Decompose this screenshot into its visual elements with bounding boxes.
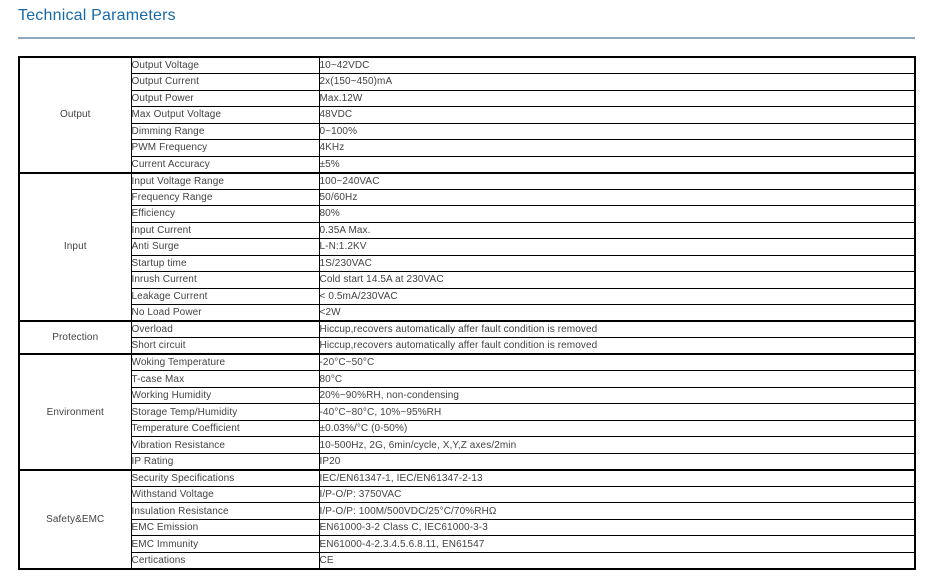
parameter-name: Withstand Voltage — [131, 486, 319, 503]
parameter-value: <2W — [319, 305, 915, 322]
table-row — [19, 57, 915, 74]
parameter-name: Startup time — [131, 255, 319, 272]
table-row — [19, 173, 915, 190]
section-label-environment: Environment — [19, 354, 131, 470]
parameter-name: Anti Surge — [131, 239, 319, 256]
table-row — [19, 189, 915, 206]
parameter-value: 80% — [319, 206, 915, 223]
parameter-value: I/P-O/P: 3750VAC — [319, 486, 915, 503]
table-row — [19, 222, 915, 239]
parameter-value: 100~240VAC — [319, 173, 915, 190]
table-row — [19, 90, 915, 107]
table-row — [19, 371, 915, 388]
parameter-value: 80°C — [319, 371, 915, 388]
parameter-value: Hiccup,recovers automatically affer fault condition is removed — [319, 321, 915, 338]
parameter-value: EN61000-3-2 Class C, IEC61000-3-3 — [319, 519, 915, 536]
parameter-name: Working Humidity — [131, 387, 319, 404]
parameter-name: Vibration Resistance — [131, 437, 319, 454]
parameter-value: ±5% — [319, 156, 915, 173]
parameter-value: Cold start 14.5A at 230VAC — [319, 272, 915, 289]
table-row — [19, 107, 915, 124]
parameter-value: L-N:1.2KV — [319, 239, 915, 256]
parameter-value: 10-500Hz, 2G, 6min/cycle, X,Y,Z axes/2min — [319, 437, 915, 454]
parameter-name: Overload — [131, 321, 319, 338]
table-row — [19, 486, 915, 503]
title-underline-rule — [18, 37, 915, 39]
table-row — [19, 140, 915, 157]
parameter-value: 0~100% — [319, 123, 915, 140]
parameter-name: Leakage Current — [131, 288, 319, 305]
parameter-name: Certications — [131, 552, 319, 569]
section-label-safety-emc: Safety&EMC — [19, 470, 131, 569]
table-row — [19, 470, 915, 487]
parameter-value: 0.35A Max. — [319, 222, 915, 239]
section-label-output: Output — [19, 57, 131, 173]
parameter-name: Current Accuracy — [131, 156, 319, 173]
table-row — [19, 206, 915, 223]
parameter-value: 48VDC — [319, 107, 915, 124]
parameter-name: Inrush Current — [131, 272, 319, 289]
parameter-name: Storage Temp/Humidity — [131, 404, 319, 421]
parameter-value: 2x(150~450)mA — [319, 74, 915, 91]
table-row — [19, 536, 915, 553]
parameter-name: Insulation Resistance — [131, 503, 319, 520]
section-label-protection: Protection — [19, 321, 131, 354]
parameter-value: Max.12W — [319, 90, 915, 107]
parameter-name: Input Voltage Range — [131, 173, 319, 190]
parameter-name: EMC Immunity — [131, 536, 319, 553]
table-row — [19, 272, 915, 289]
table-row — [19, 552, 915, 569]
parameter-value: EN61000-4-2.3.4.5.6.8.11, EN61547 — [319, 536, 915, 553]
parameter-value: 4KHz — [319, 140, 915, 157]
table-row — [19, 255, 915, 272]
parameter-name: EMC Emission — [131, 519, 319, 536]
parameter-value: -40°C~80°C, 10%~95%RH — [319, 404, 915, 421]
table-row — [19, 404, 915, 421]
parameter-value: I/P-O/P: 100M/500VDC/25°C/70%RHΩ — [319, 503, 915, 520]
parameter-value: IEC/EN61347-1, IEC/EN61347-2-13 — [319, 470, 915, 487]
parameter-name: Efficiency — [131, 206, 319, 223]
table-row — [19, 288, 915, 305]
page-title: Technical Parameters — [18, 7, 176, 24]
table-row — [19, 503, 915, 520]
table-row — [19, 437, 915, 454]
parameter-value: -20°C~50°C — [319, 354, 915, 371]
table-row — [19, 338, 915, 355]
parameter-value: 10~42VDC — [319, 57, 915, 74]
parameter-value: IP20 — [319, 453, 915, 470]
parameter-name: Output Voltage — [131, 57, 319, 74]
parameter-value: 1S/230VAC — [319, 255, 915, 272]
table-row — [19, 305, 915, 322]
parameter-name: Input Current — [131, 222, 319, 239]
table-row — [19, 519, 915, 536]
table-row — [19, 420, 915, 437]
parameter-name: T-case Max — [131, 371, 319, 388]
parameter-name: Temperature Coefficient — [131, 420, 319, 437]
parameter-name: Short circuit — [131, 338, 319, 355]
spec-table-body — [19, 57, 915, 569]
table-row — [19, 354, 915, 371]
section-label-input: Input — [19, 173, 131, 322]
parameter-name: Max Output Voltage — [131, 107, 319, 124]
table-row — [19, 453, 915, 470]
table-row — [19, 239, 915, 256]
parameter-value: Hiccup,recovers automatically affer fault condition is removed — [319, 338, 915, 355]
table-row — [19, 123, 915, 140]
parameter-name: Output Power — [131, 90, 319, 107]
technical-parameters-table — [18, 56, 916, 570]
parameter-name: Output Current — [131, 74, 319, 91]
parameter-name: No Load Power — [131, 305, 319, 322]
parameter-name: Frequency Range — [131, 189, 319, 206]
table-row — [19, 156, 915, 173]
parameter-value: 20%~90%RH, non-condensing — [319, 387, 915, 404]
parameter-name: PWM Frequency — [131, 140, 319, 157]
parameter-value: CE — [319, 552, 915, 569]
table-row — [19, 74, 915, 91]
parameter-name: Security Specifications — [131, 470, 319, 487]
parameter-name: Woking Temperature — [131, 354, 319, 371]
parameter-value: < 0.5mA/230VAC — [319, 288, 915, 305]
parameter-name: Dimming Range — [131, 123, 319, 140]
parameter-name: IP Rating — [131, 453, 319, 470]
parameter-value: ±0.03%/°C (0-50%) — [319, 420, 915, 437]
table-row — [19, 387, 915, 404]
table-row — [19, 321, 915, 338]
parameter-value: 50/60Hz — [319, 189, 915, 206]
